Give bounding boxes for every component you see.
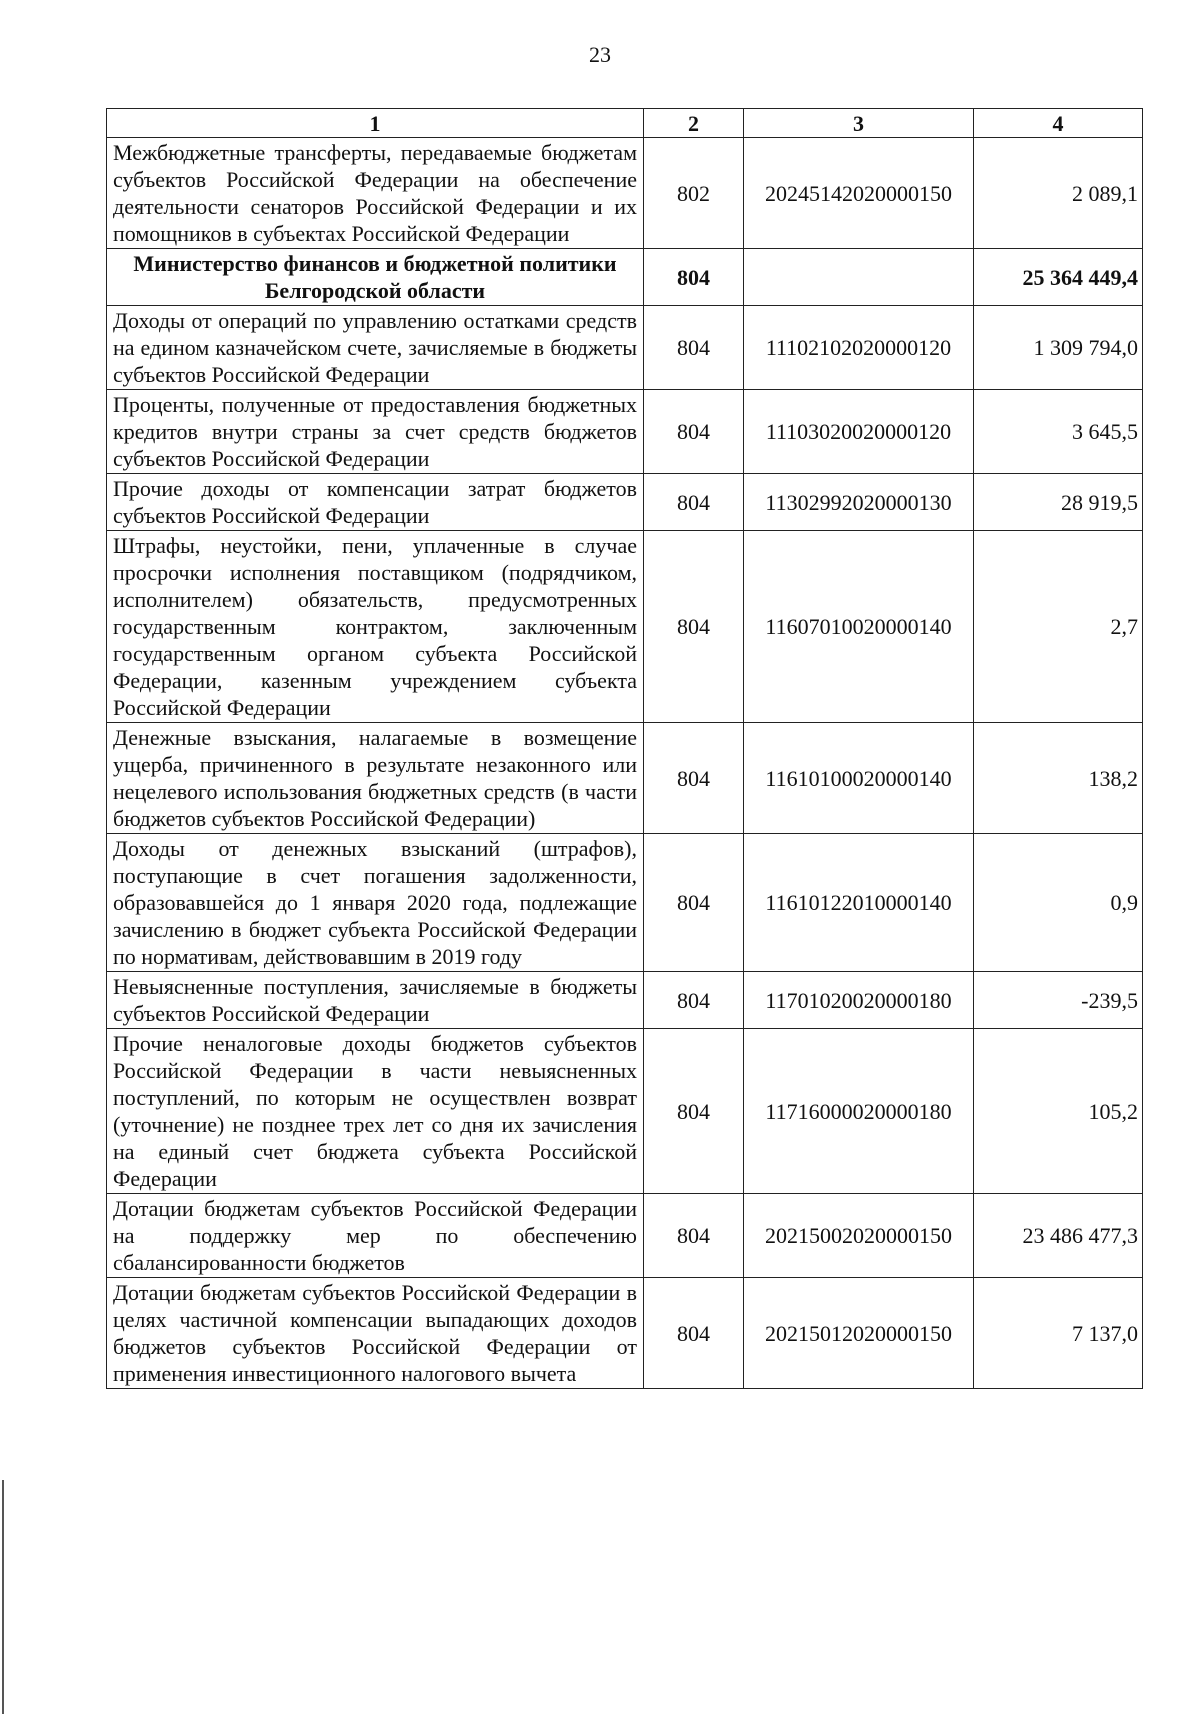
amount-cell: 105,2 bbox=[974, 1029, 1143, 1194]
budget-code-cell: 11610122010000140 bbox=[744, 834, 974, 972]
description-cell: Денежные взыскания, налагаемые в возмещение ущерба, причиненного в результате незаконного или нецелевого использования бюджетных средств (в части бюджетов субъектов Российской Федерации) bbox=[107, 723, 644, 834]
table-header-row bbox=[107, 109, 1143, 138]
admin-code-cell: 804 bbox=[644, 390, 744, 474]
table-row bbox=[107, 531, 1143, 723]
amount-cell: 23 486 477,3 bbox=[974, 1194, 1143, 1278]
admin-code-cell: 804 bbox=[644, 972, 744, 1029]
table-row bbox=[107, 1194, 1143, 1278]
amount-cell: 0,9 bbox=[974, 834, 1143, 972]
description-cell: Дотации бюджетам субъектов Российской Федерации в целях частичной компенсации выпадающих доходов бюджетов субъектов Российской Федерации от применения инвестиционного налогового вычета bbox=[107, 1278, 644, 1389]
admin-code-cell: 804 bbox=[644, 531, 744, 723]
description-cell: Доходы от операций по управлению остатками средств на едином казначейском счете, зачисляемые в бюджеты субъектов Российской Федерации bbox=[107, 306, 644, 390]
admin-code-cell: 802 bbox=[644, 138, 744, 249]
budget-revenue-table bbox=[106, 108, 1143, 1389]
admin-code-cell: 804 bbox=[644, 306, 744, 390]
budget-code-cell: 20245142020000150 bbox=[744, 138, 974, 249]
scan-margin-line bbox=[2, 1480, 4, 1714]
description-cell: Министерство финансов и бюджетной политики Белгородской области bbox=[107, 249, 644, 306]
table-row bbox=[107, 474, 1143, 531]
table-row bbox=[107, 1278, 1143, 1389]
budget-code-cell: 11607010020000140 bbox=[744, 531, 974, 723]
budget-code-cell: 11103020020000120 bbox=[744, 390, 974, 474]
table-row bbox=[107, 723, 1143, 834]
admin-code-cell: 804 bbox=[644, 723, 744, 834]
admin-code-cell: 804 bbox=[644, 249, 744, 306]
table-row bbox=[107, 1029, 1143, 1194]
description-cell: Межбюджетные трансферты, передаваемые бюджетам субъектов Российской Федерации на обеспечение деятельности сенаторов Российской Федерации и их помощников в субъектах Российской Федерации bbox=[107, 138, 644, 249]
budget-code-cell bbox=[744, 249, 974, 306]
header-col-1: 1 bbox=[107, 109, 644, 138]
table-row bbox=[107, 138, 1143, 249]
table-row bbox=[107, 972, 1143, 1029]
section-row bbox=[107, 249, 1143, 306]
table-body bbox=[107, 138, 1143, 1389]
table-row bbox=[107, 834, 1143, 972]
budget-code-cell: 11701020020000180 bbox=[744, 972, 974, 1029]
budget-code-cell: 20215012020000150 bbox=[744, 1278, 974, 1389]
budget-code-cell: 11302992020000130 bbox=[744, 474, 974, 531]
description-cell: Невыясненные поступления, зачисляемые в бюджеты субъектов Российской Федерации bbox=[107, 972, 644, 1029]
admin-code-cell: 804 bbox=[644, 834, 744, 972]
amount-cell: 28 919,5 bbox=[974, 474, 1143, 531]
budget-code-cell: 11716000020000180 bbox=[744, 1029, 974, 1194]
description-cell: Дотации бюджетам субъектов Российской Федерации на поддержку мер по обеспечению сбалансированности бюджетов bbox=[107, 1194, 644, 1278]
amount-cell: 138,2 bbox=[974, 723, 1143, 834]
description-cell: Проценты, полученные от предоставления бюджетных кредитов внутри страны за счет средств бюджетов субъектов Российской Федерации bbox=[107, 390, 644, 474]
description-cell: Штрафы, неустойки, пени, уплаченные в случае просрочки исполнения поставщиком (подрядчиком, исполнителем) обязательств, предусмотренных государственным контрактом, заключенным государственным органом субъекта Российской Федерации, казенным учреждением субъекта Российской Федерации bbox=[107, 531, 644, 723]
amount-cell: 2 089,1 bbox=[974, 138, 1143, 249]
amount-cell: 7 137,0 bbox=[974, 1278, 1143, 1389]
table-row bbox=[107, 390, 1143, 474]
admin-code-cell: 804 bbox=[644, 474, 744, 531]
amount-cell: -239,5 bbox=[974, 972, 1143, 1029]
page-number: 23 bbox=[589, 42, 611, 67]
description-cell: Прочие неналоговые доходы бюджетов субъектов Российской Федерации в части невыясненных поступлений, по которым не осуществлен возврат (уточнение) не позднее трех лет со дня их зачисления на единый счет бюджета субъекта Российской Федерации bbox=[107, 1029, 644, 1194]
amount-cell: 3 645,5 bbox=[974, 390, 1143, 474]
header-col-2: 2 bbox=[644, 109, 744, 138]
description-cell: Доходы от денежных взысканий (штрафов), поступающие в счет погашения задолженности, образовавшейся до 1 января 2020 года, подлежащие зачислению в бюджет субъекта Российской Федерации по нормативам, действовавшим в 2019 году bbox=[107, 834, 644, 972]
description-cell: Прочие доходы от компенсации затрат бюджетов субъектов Российской Федерации bbox=[107, 474, 644, 531]
admin-code-cell: 804 bbox=[644, 1278, 744, 1389]
budget-code-cell: 11102102020000120 bbox=[744, 306, 974, 390]
amount-cell: 2,7 bbox=[974, 531, 1143, 723]
admin-code-cell: 804 bbox=[644, 1029, 744, 1194]
table-row bbox=[107, 306, 1143, 390]
amount-cell: 1 309 794,0 bbox=[974, 306, 1143, 390]
budget-code-cell: 20215002020000150 bbox=[744, 1194, 974, 1278]
amount-cell: 25 364 449,4 bbox=[974, 249, 1143, 306]
header-col-3: 3 bbox=[744, 109, 974, 138]
budget-code-cell: 11610100020000140 bbox=[744, 723, 974, 834]
header-col-4: 4 bbox=[974, 109, 1143, 138]
admin-code-cell: 804 bbox=[644, 1194, 744, 1278]
